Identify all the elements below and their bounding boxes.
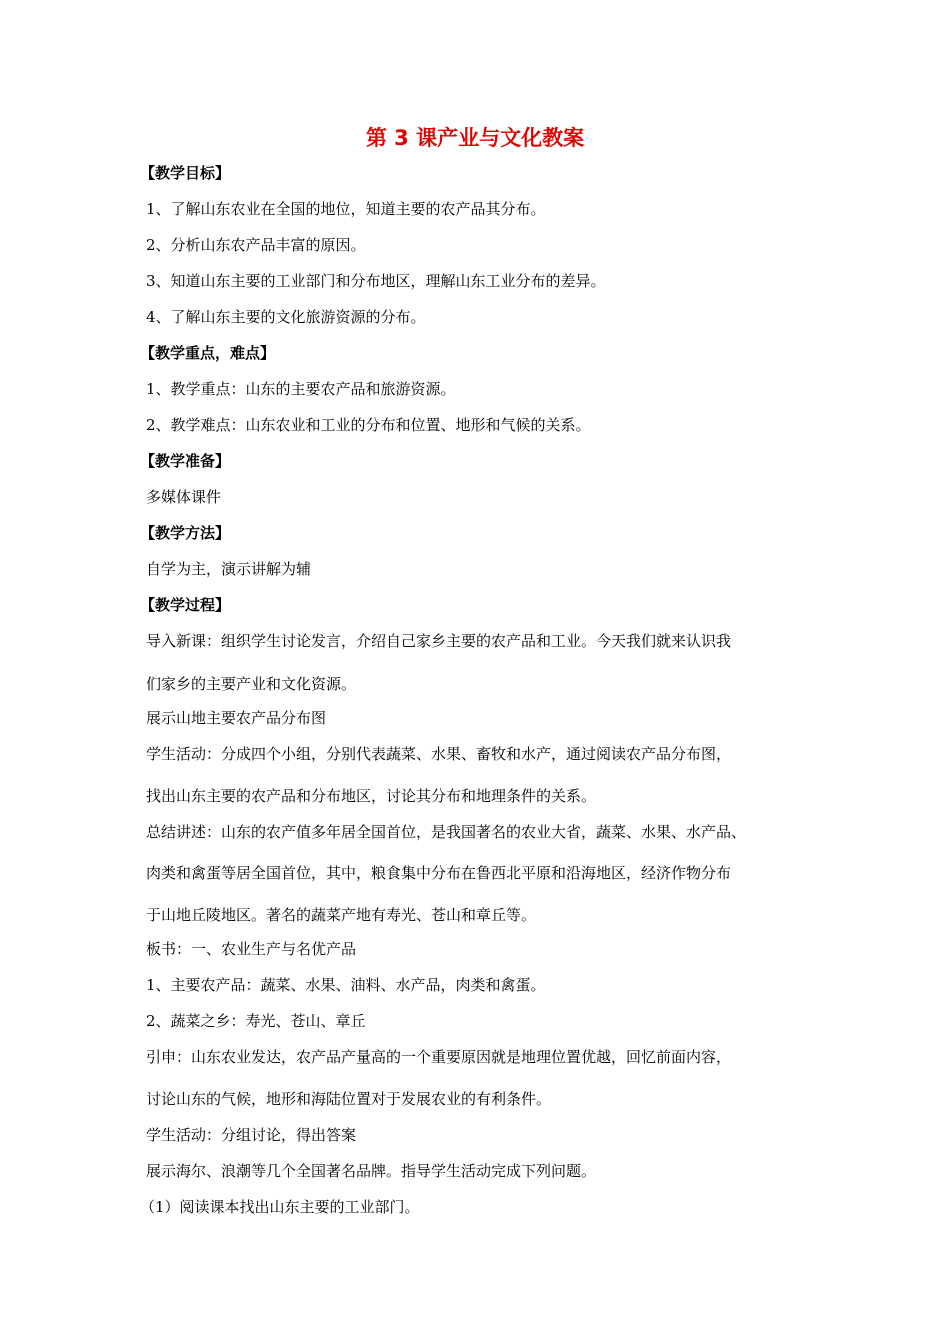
objective-1: 1、了解山东农业在全国的地位，知道主要的农产品其分布。 bbox=[146, 200, 546, 218]
objective-3: 3、知道山东主要的工业部门和分布地区，理解山东工业分布的差异。 bbox=[146, 272, 606, 290]
paragraph-line: 导入新课：组织学生讨论发言，介绍自己家乡主要的农产品和工业。今天我们就来认识我 bbox=[146, 632, 732, 650]
preparation-text: 多媒体课件 bbox=[146, 488, 222, 506]
paragraph-line: 展示海尔、浪潮等几个全国著名品牌。指导学生活动完成下列问题。 bbox=[146, 1162, 597, 1180]
paragraph-line: 于山地丘陵地区。著名的蔬菜产地有寿光、苍山和章丘等。 bbox=[146, 906, 537, 924]
paragraph-line: 讨论山东的气候，地形和海陆位置对于发展农业的有利条件。 bbox=[146, 1090, 552, 1108]
key-point-2: 2、教学难点：山东农业和工业的分布和位置、地形和气候的关系。 bbox=[146, 416, 591, 434]
paragraph-line: 板书：一、农业生产与名优产品 bbox=[146, 940, 357, 958]
paragraph-line: 们家乡的主要产业和文化资源。 bbox=[146, 675, 357, 693]
paragraph-line: 学生活动：分成四个小组，分别代表蔬菜、水果、畜牧和水产，通过阅读农产品分布图， bbox=[146, 745, 732, 763]
objective-4: 4、了解山东主要的文化旅游资源的分布。 bbox=[146, 308, 426, 326]
paragraph-line: 找出山东主要的农产品和分布地区，讨论其分布和地理条件的关系。 bbox=[146, 787, 597, 805]
section-heading-objectives: 【教学目标】 bbox=[140, 164, 231, 182]
paragraph-line: 肉类和禽蛋等居全国首位，其中，粮食集中分布在鲁西北平原和沿海地区，经济作物分布 bbox=[146, 864, 732, 882]
paragraph-line: 总结讲述：山东的农产值多年居全国首位，是我国著名的农业大省，蔬菜、水果、水产品、 bbox=[146, 823, 747, 841]
section-heading-preparation: 【教学准备】 bbox=[140, 452, 231, 470]
section-heading-key-points: 【教学重点，难点】 bbox=[140, 344, 276, 362]
paragraph-line: （1）阅读课本找出山东主要的工业部门。 bbox=[140, 1198, 420, 1216]
section-heading-method: 【教学方法】 bbox=[140, 524, 231, 542]
paragraph-line: 1、主要农产品：蔬菜、水果、油料、水产品，肉类和禽蛋。 bbox=[146, 976, 546, 994]
paragraph-line: 展示山地主要农产品分布图 bbox=[146, 709, 327, 727]
objective-2: 2、分析山东农产品丰富的原因。 bbox=[146, 236, 366, 254]
page-title: 第 3 课产业与文化教案 bbox=[365, 126, 585, 150]
paragraph-line: 2、蔬菜之乡：寿光、苍山、章丘 bbox=[146, 1012, 366, 1030]
key-point-1: 1、教学重点：山东的主要农产品和旅游资源。 bbox=[146, 380, 456, 398]
section-heading-process: 【教学过程】 bbox=[140, 596, 231, 614]
paragraph-line: 引申：山东农业发达，农产品产量高的一个重要原因就是地理位置优越，回忆前面内容， bbox=[146, 1048, 732, 1066]
method-text: 自学为主，演示讲解为辅 bbox=[146, 560, 312, 578]
paragraph-line: 学生活动：分组讨论，得出答案 bbox=[146, 1126, 357, 1144]
